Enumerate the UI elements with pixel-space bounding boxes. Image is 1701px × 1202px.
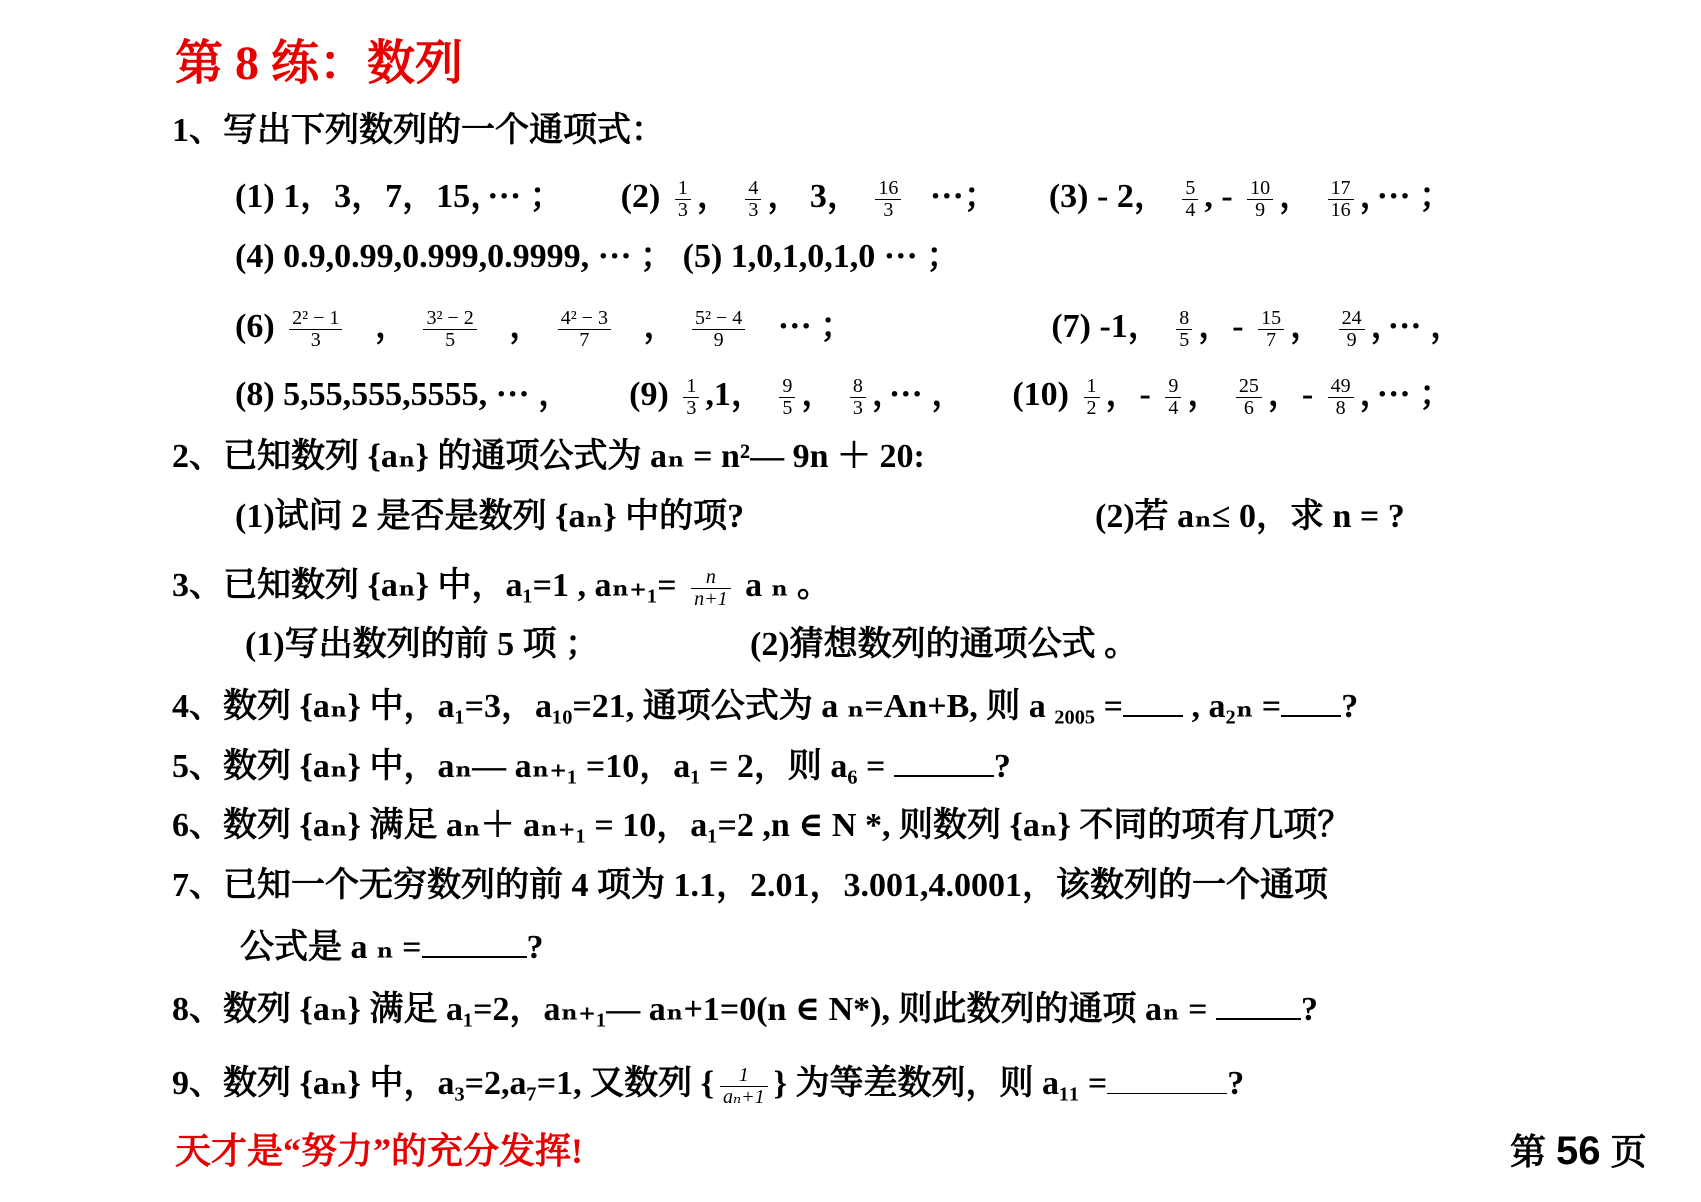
fraction: $\frac{49}{8}$ (1328, 376, 1354, 419)
q1-item2-label: (2) (620, 178, 661, 215)
fraction: $\frac{24}{9}$ (1339, 308, 1365, 351)
answer-blank (1216, 988, 1301, 1020)
q1-row4: (8) 5,55,555,5555, ··· ， (9) $\frac{1}{3}$ ,1， $\frac{9}{5}$ ， $\frac{8}{3}$ ，··· ， (10) $\frac{1}{2}$ ，- $\frac{9}{4}$ ， $\frac{25}{6}$ ，- $\frac{49}{8}$ ，··· ； (235, 374, 1454, 419)
q2-sub1: (1)试问 2 是否是数列 {aₙ} 中的项? (235, 498, 745, 535)
fraction: $\frac{25}{6}$ (1236, 376, 1262, 419)
q7-line2: 公式是 a ₙ = ? (240, 926, 544, 968)
fraction: $\frac{\text{3² − 2}}{5}$ (423, 308, 476, 351)
fraction: $\frac{1}{2}$ (1084, 376, 1100, 419)
fraction: $\frac{10}{9}$ (1247, 178, 1273, 221)
fraction: $\frac{1}{3}$ (683, 376, 699, 419)
answer-blank (1107, 1063, 1227, 1094)
q5: 5、数列 {aₙ} 中，aₙ— aₙ₊₁ =10，a₁ = 2，则 a₆ = ? (172, 745, 1011, 787)
fraction: $\frac{16}{3}$ (875, 178, 901, 221)
q6: 6、数列 {aₙ} 满足 aₙ＋ aₙ₊₁ = 10，a₁=2 ,n ∈ N *, 则数列 {aₙ} 不同的项有几项？ (172, 807, 1352, 844)
q9: 9、数列 {aₙ} 中，a₃=2,a₇=1, 又数列 { $\frac{1}{\text{aₙ+1}}$ } 为等差数列，则 a₁₁ = ? (172, 1063, 1245, 1108)
q3-sub2: (2)猜想数列的通项公式 。 (750, 626, 1139, 663)
fraction: $\frac{\text{2² − 1}}{3}$ (289, 308, 342, 351)
q1-row3: (6) $\frac{\text{2² − 1}}{3}$ ， $\frac{\text{3² − 2}}{5}$ ， $\frac{\text{4² − 3}}{7}$ ， $\frac{\text{5² − 4}}{9}$ ··· ； (7) -1， $\frac{8}{5}$ ，- $\frac{15}{7}$ ， $\frac{24}{9}$ ，··· ， (235, 306, 1465, 351)
footer-motto: 天才是“努力”的充分发挥! (175, 1131, 583, 1171)
fraction: $\frac{1}{\text{aₙ+1}}$ (720, 1065, 768, 1108)
fraction: $\frac{n}{n+1}$ (691, 567, 731, 610)
q7-line1: 7、已知一个无穷数列的前 4 项为 1.1，2.01，3.001,4.0001，该数列的一个通项 (172, 867, 1328, 904)
q2-heading: 2、已知数列 {aₙ} 的通项公式为 aₙ = n²— 9n ＋ 20: (172, 438, 925, 475)
q8: 8、数列 {aₙ} 满足 a₁=2，aₙ₊₁— aₙ+1=0(n ∈ N*), 则此数列的通项 aₙ = ? (172, 988, 1318, 1030)
page-number: 第 56 页 (1510, 1129, 1647, 1173)
answer-blank (422, 926, 527, 958)
q1-row2: (4) 0.9,0.99,0.999,0.9999, ··· ； (5) 1,0,1,0,1,0 ··· ； (235, 238, 961, 275)
q1-item3-label: (3) - 2， (1048, 178, 1168, 215)
q1-item1: (1) 1，3，7，15，··· ； (235, 178, 564, 215)
page-title: 第 8 练：数列 (175, 37, 464, 90)
fraction: $\frac{17}{16}$ (1328, 178, 1354, 221)
fraction: $\frac{8}{5}$ (1176, 308, 1192, 351)
answer-blank (1281, 685, 1341, 717)
fraction: $\frac{9}{5}$ (779, 376, 795, 419)
fraction: $\frac{\text{5² − 4}}{9}$ (692, 308, 745, 351)
q4: 4、数列 {aₙ} 中，a₁=3，a₁₀=21, 通项公式为 a ₙ=An+B, 则 a ₂₀₀₅ = , a₂ₙ = ? (172, 685, 1358, 727)
q3-sub1: (1)写出数列的前 5 项 ； (245, 626, 600, 663)
fraction: $\frac{9}{4}$ (1165, 376, 1181, 419)
q1-row1: (1) 1，3，7，15，··· ； (2) $\frac{1}{3}$ ， $\frac{4}{3}$ ， 3， $\frac{16}{3}$ ···； (3) - 2， $\frac{5}{4}$ , - $\frac{10}{9}$ ， $\frac{17}{16}$ ，··· ； (235, 176, 1454, 221)
fraction: $\frac{15}{7}$ (1258, 308, 1284, 351)
fraction: $\frac{5}{4}$ (1182, 178, 1198, 221)
fraction: $\frac{\text{4² − 3}}{7}$ (558, 308, 611, 351)
fraction: $\frac{8}{3}$ (850, 376, 866, 419)
q1-heading: 1、写出下列数列的一个通项式： (172, 112, 665, 149)
fraction: $\frac{4}{3}$ (745, 178, 761, 221)
q3-heading: 3、已知数列 {aₙ} 中，a₁=1 , aₙ₊₁= $\frac{n}{n+1}$ a ₙ 。 (172, 565, 831, 610)
q2-sub2: (2)若 aₙ≤ 0，求 n = ? (1095, 498, 1405, 535)
fraction: $\frac{1}{3}$ (675, 178, 691, 221)
answer-blank (894, 745, 994, 777)
answer-blank (1123, 685, 1183, 717)
